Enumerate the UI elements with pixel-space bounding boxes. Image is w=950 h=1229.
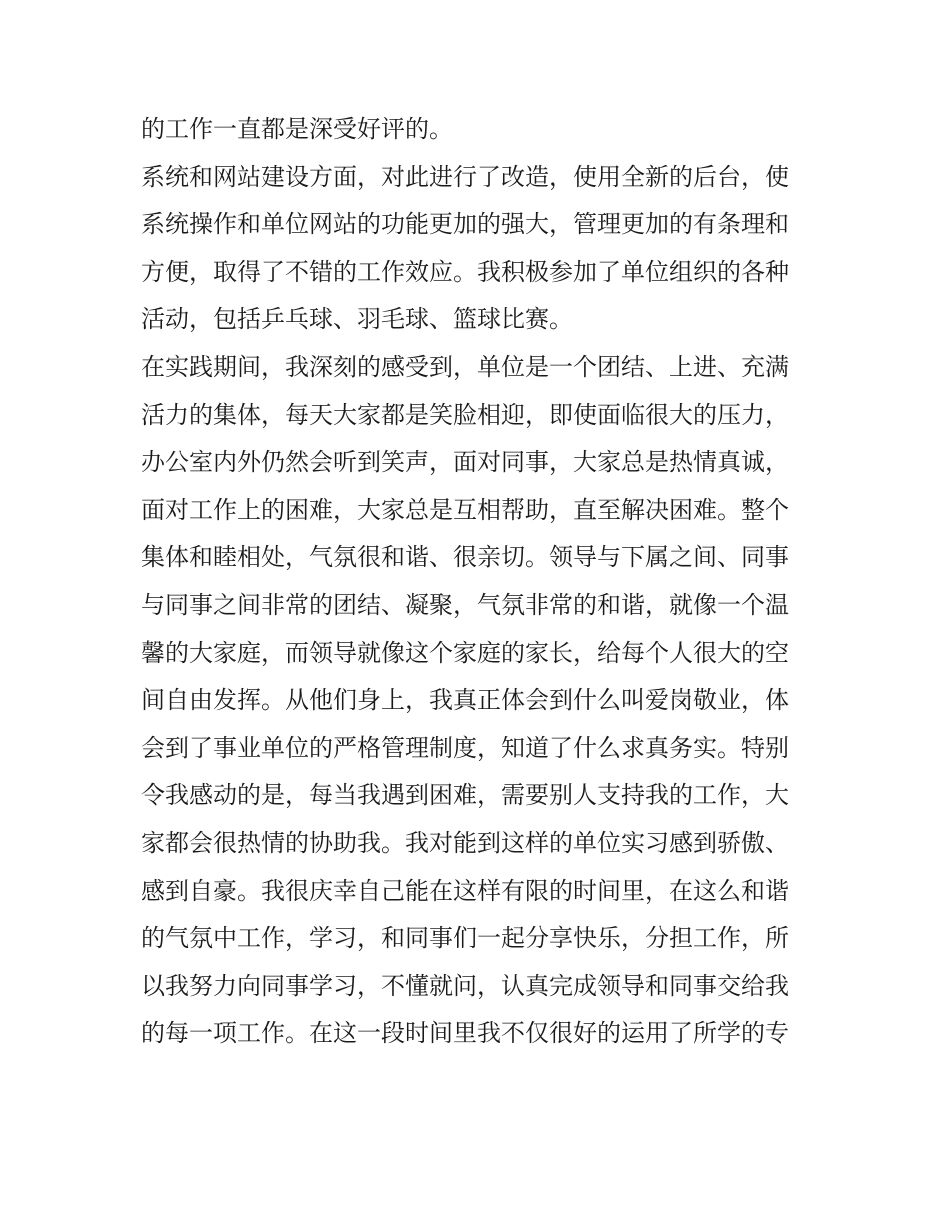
text-line: 方便，取得了不错的工作效应。我积极参加了单位组织的各种 xyxy=(141,257,789,286)
text-line: 系统和网站建设方面，对此进行了改造，使用全新的后台，使 xyxy=(141,162,789,191)
text-line: 馨的大家庭，而领导就像这个家庭的家长，给每个人很大的空 xyxy=(141,638,789,667)
text-line: 在实践期间，我深刻的感受到，单位是一个团结、上进、充满 xyxy=(141,352,789,381)
text-line: 系统操作和单位网站的功能更加的强大，管理更加的有条理和 xyxy=(141,210,789,239)
text-line: 与同事之间非常的团结、凝聚，气氛非常的和谐，就像一个温 xyxy=(141,590,789,619)
text-line: 以我努力向同事学习，不懂就问，认真完成领导和同事交给我 xyxy=(141,971,789,1000)
text-line: 家都会很热情的协助我。我对能到这样的单位实习感到骄傲、 xyxy=(141,828,789,857)
document-body xyxy=(141,106,821,1058)
text-line: 的每一项工作。在这一段时间里我不仅很好的运用了所学的专 xyxy=(141,1019,789,1048)
text-line: 活力的集体，每天大家都是笑脸相迎，即使面临很大的压力， xyxy=(141,400,789,429)
text-line: 集体和睦相处，气氛很和谐、很亲切。领导与下属之间、同事 xyxy=(141,543,789,572)
text-line: 令我感动的是，每当我遇到困难，需要别人支持我的工作，大 xyxy=(141,781,789,810)
text-line: 间自由发挥。从他们身上，我真正体会到什么叫爱岗敬业，体 xyxy=(141,686,789,715)
text-line: 的工作一直都是深受好评的。 xyxy=(141,115,453,143)
text-line: 会到了事业单位的严格管理制度，知道了什么求真务实。特别 xyxy=(141,733,789,762)
text-line: 面对工作上的困难，大家总是互相帮助，直至解决困难。整个 xyxy=(141,495,789,524)
text-line: 的气氛中工作，学习，和同事们一起分享快乐，分担工作，所 xyxy=(141,924,789,953)
text-line: 办公室内外仍然会听到笑声，面对同事，大家总是热情真诚， xyxy=(141,448,789,477)
text-line: 活动，包括乒乓球、羽毛球、篮球比赛。 xyxy=(141,305,573,334)
text-line: 感到自豪。我很庆幸自己能在这样有限的时间里，在这么和谐 xyxy=(141,876,789,905)
